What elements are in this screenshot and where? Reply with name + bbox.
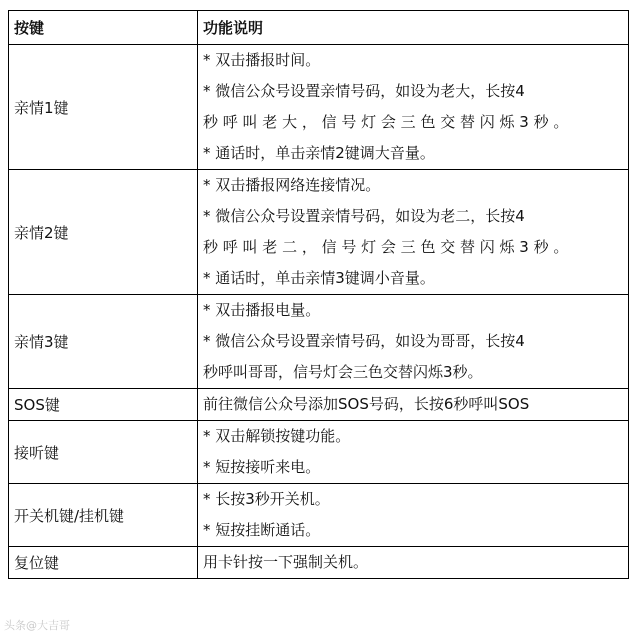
table-row-power	[9, 484, 629, 547]
description-line: * 短按挂断通话。	[203, 521, 321, 539]
key-name: 亲情1键	[9, 45, 198, 170]
header-function: 功能说明	[198, 11, 629, 45]
description-line: 秒呼叫哥哥，信号灯会三色交替闪烁3秒。	[203, 363, 483, 381]
description-line: * 双击播报电量。	[203, 301, 321, 319]
description-line: * 通话时，单击亲情2键调大音量。	[203, 144, 435, 162]
function-description	[198, 547, 629, 579]
key-name: 开关机键/挂机键	[9, 484, 198, 547]
description-line: * 通话时，单击亲情3键调小音量。	[203, 269, 435, 287]
key-function-table	[8, 10, 629, 579]
key-name: SOS键	[9, 389, 198, 421]
description-line: * 微信公众号设置亲情号码，如设为老大，长按4	[203, 82, 525, 100]
function-description	[198, 45, 629, 170]
table-row-sos	[9, 389, 629, 421]
description-line: * 微信公众号设置亲情号码，如设为老二，长按4	[203, 207, 525, 225]
table-row-family-2	[9, 170, 629, 295]
key-name: 亲情2键	[9, 170, 198, 295]
function-description	[198, 170, 629, 295]
description-line: * 长按3秒开关机。	[203, 490, 330, 508]
function-description	[198, 389, 629, 421]
table-row-family-3	[9, 295, 629, 389]
description-line: * 双击播报时间。	[203, 51, 321, 69]
table-row-reset	[9, 547, 629, 579]
function-description	[198, 484, 629, 547]
table-row-answer	[9, 421, 629, 484]
key-name: 亲情3键	[9, 295, 198, 389]
key-name: 接听键	[9, 421, 198, 484]
table-header-row	[9, 11, 629, 45]
description-line: 前往微信公众号添加SOS号码，长按6秒呼叫SOS	[203, 395, 530, 413]
watermark: 头条@大吉哥	[4, 619, 70, 632]
description-line: 秒 呼 叫 老 大 ， 信 号 灯 会 三 色 交 替 闪 烁 3 秒 。	[203, 113, 569, 131]
description-line: * 短按接听来电。	[203, 458, 321, 476]
description-line: * 双击播报网络连接情况。	[203, 176, 381, 194]
description-line: 秒 呼 叫 老 二 ， 信 号 灯 会 三 色 交 替 闪 烁 3 秒 。	[203, 238, 569, 256]
function-description	[198, 295, 629, 389]
function-description	[198, 421, 629, 484]
description-line: * 双击解锁按键功能。	[203, 427, 351, 445]
key-name: 复位键	[9, 547, 198, 579]
description-line: 用卡针按一下强制关机。	[203, 553, 369, 571]
description-line: * 微信公众号设置亲情号码，如设为哥哥，长按4	[203, 332, 525, 350]
header-key: 按键	[9, 11, 198, 45]
table-row-family-1	[9, 45, 629, 170]
